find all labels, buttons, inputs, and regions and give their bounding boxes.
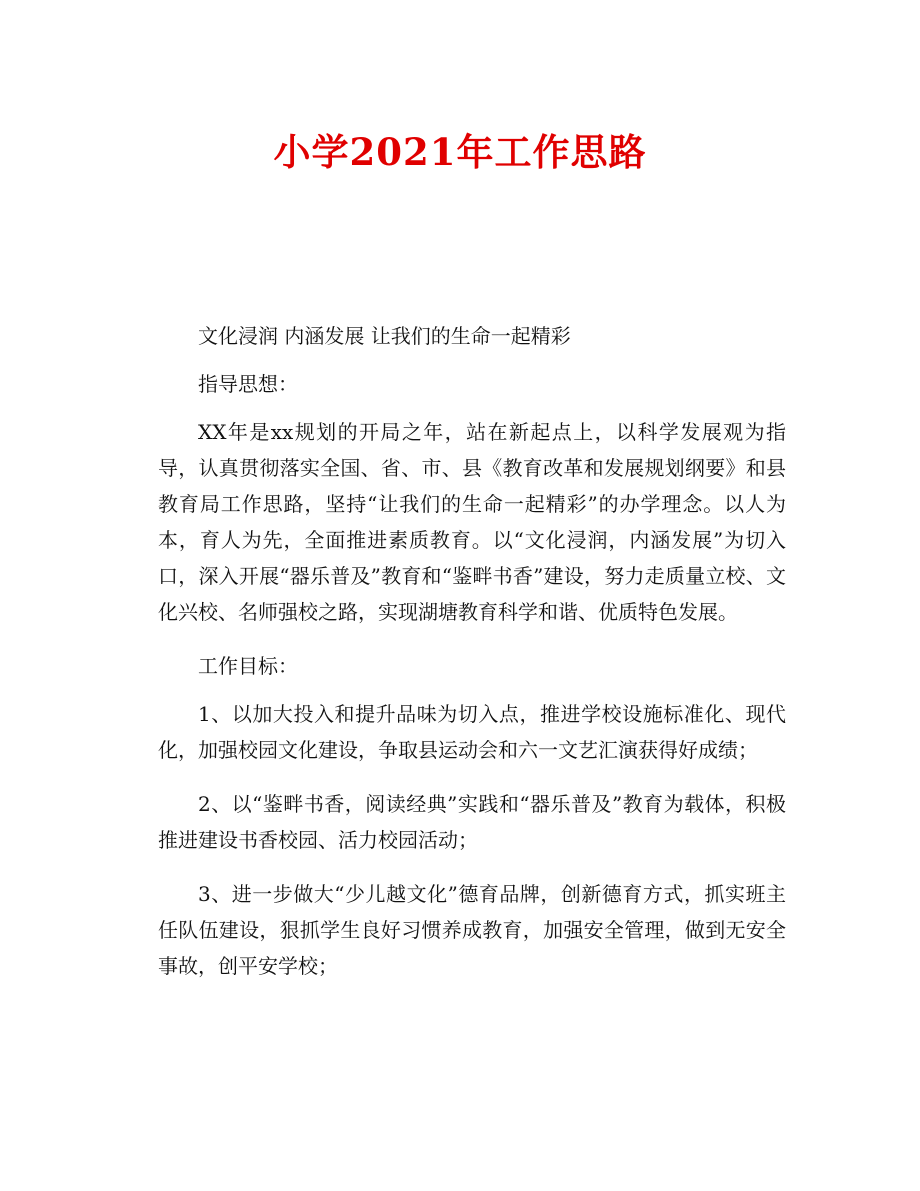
paragraph-guiding-thought: XX年是xx规划的开局之年，站在新起点上，以科学发展观为指导，认真贯彻落实全国、省、市、县《教育改革和发展规划纲要》和县教育局工作思路，坚持“让我们的生命一起精彩”的办学理念。以人为本，育人为先，全面推进素质教育。以“文化浸润，内涵发展”为切入口，深入开展“器乐普及”教育和“鉴畔书香”建设，努力走质量立校、文化兴校、名师强校之路，实现湖塘教育科学和谐、优质特色发展。 <box>158 420 786 624</box>
document-body <box>158 318 786 1002</box>
paragraph-goal-2: 2、以“鉴畔书香，阅读经典”实践和“器乐普及”教育为载体，积极推进建设书香校园、活力校园活动； <box>158 792 786 852</box>
document-title: 小学2021年工作思路 <box>273 130 647 174</box>
paragraph-motto: 文化浸润 内涵发展 让我们的生命一起精彩 <box>198 324 571 348</box>
paragraph-goal-3: 3、进一步做大“少儿越文化”德育品牌，创新德育方式，抓实班主任队伍建设，狠抓学生良好习惯养成教育，加强安全管理，做到无安全事故，创平安学校； <box>158 882 786 978</box>
paragraph-goal-1: 1、以加大投入和提升品味为切入点，推进学校设施标准化、现代化，加强校园文化建设，争取县运动会和六一文艺汇演获得好成绩； <box>158 702 786 762</box>
paragraph-goals-heading: 工作目标： <box>198 654 298 678</box>
paragraph-guiding-heading: 指导思想： <box>198 372 298 396</box>
